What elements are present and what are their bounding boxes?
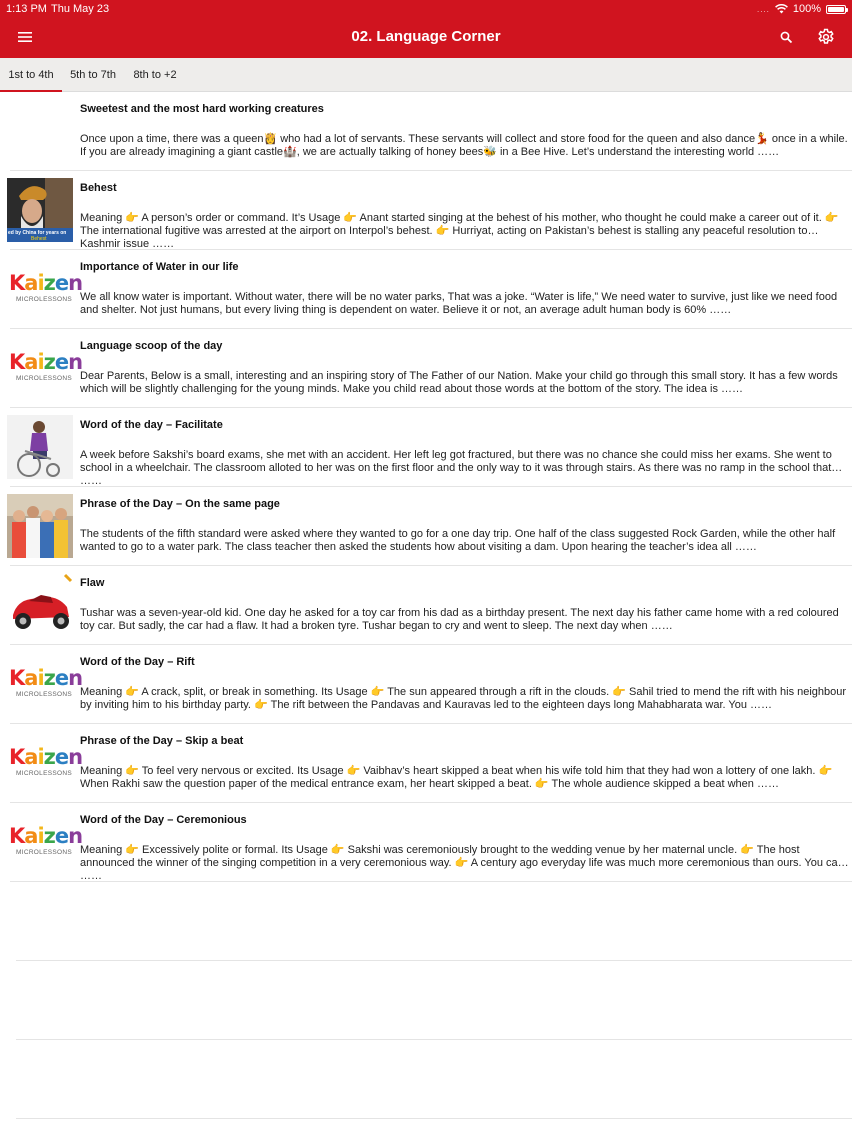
- thumbnail-caption-sub: Behest: [31, 236, 47, 242]
- article-thumbnail: [7, 415, 73, 479]
- logo-letter: n: [68, 350, 83, 374]
- logo-letter: a: [24, 824, 38, 848]
- logo-subtitle: MICROLESSONS: [16, 849, 72, 856]
- logo-letter: z: [43, 824, 55, 848]
- kaizen-logo-thumbnail: [7, 336, 83, 400]
- logo-letter: i: [37, 824, 44, 848]
- status-bar: [0, 0, 852, 18]
- cellular-dots-icon: ....: [756, 4, 770, 14]
- list-item[interactable]: [10, 645, 852, 724]
- kaizen-logo-thumbnail: [7, 652, 83, 716]
- logo-letter: e: [54, 824, 69, 848]
- logo-letter: i: [37, 271, 44, 295]
- logo-letter: a: [24, 350, 38, 374]
- article-excerpt: Meaning 👉 A crack, split, or break in something. Its Usage 👉 The sun appeared through a rift in the clouds. 👉 Sahil tried to mend the rift with his neighbour by inviting him to his birthday party. 👉 The rift between the Pandavas and Kauravas led to the eighteen days long Mahabharata war. You ……: [80, 686, 847, 711]
- logo-letter: n: [68, 824, 83, 848]
- logo-letter: n: [68, 745, 83, 769]
- empty-row: [16, 882, 852, 961]
- logo-subtitle: MICROLESSONS: [16, 691, 72, 698]
- article-title: Phrase of the Day – On the same page: [80, 498, 280, 510]
- article-title: Word of the day – Facilitate: [80, 419, 223, 431]
- article-excerpt: Meaning 👉 Excessively polite or formal. Its Usage 👉 Sakshi was ceremoniously brought to the wedding venue by her maternal uncle. 👉 The host announced the winner of the singing competition in a very ceremonious way. 👉 A century ago everyday life was much more ceremonious than ours. You can ……: [80, 844, 844, 882]
- article-excerpt: A week before Sakshi’s board exams, she met with an accident. Her left leg got fractured, but there was no chance she could miss her exams. She went to school in a wheelchair. The classroom alloted to her was on the first floor and the only way to it was through stairs. As there was no ramp in the school that ……: [80, 449, 832, 487]
- logo-subtitle: MICROLESSONS: [16, 375, 72, 382]
- list-item[interactable]: [10, 487, 852, 566]
- logo-letter: i: [37, 350, 44, 374]
- logo-letter: z: [43, 745, 55, 769]
- article-excerpt: Once upon a time, there was a queen👸 who had a lot of servants. These servants will collect and store food for the queen and also dance💃 once in a while. If you are already imagining a giant castle🏰, we are actually talking of honey bees🐝 in a Bee Hive. Let’s understand the interesting world ……: [80, 133, 848, 158]
- empty-row: [16, 1040, 852, 1119]
- empty-row: [16, 961, 852, 1040]
- article-title: Flaw: [80, 577, 105, 589]
- status-time: 1:13 PM: [6, 3, 47, 15]
- battery-percent: 100%: [792, 3, 821, 15]
- logo-letter: i: [37, 745, 44, 769]
- article-title: Word of the Day – Ceremonious: [80, 814, 247, 826]
- search-icon[interactable]: [774, 25, 798, 49]
- article-title: Language scoop of the day: [80, 340, 223, 352]
- logo-letter: K: [9, 745, 25, 769]
- list-item[interactable]: [10, 566, 852, 645]
- article-title: Importance of Water in our life: [80, 261, 239, 273]
- article-title: Sweetest and the most hard working creatures: [80, 103, 324, 115]
- logo-letter: n: [68, 666, 83, 690]
- grade-tabs: [0, 58, 852, 92]
- logo-letter: e: [54, 745, 69, 769]
- article-thumbnail: [7, 494, 73, 558]
- logo-letter: K: [9, 824, 25, 848]
- logo-letter: e: [54, 350, 69, 374]
- logo-letter: z: [43, 271, 55, 295]
- article-excerpt: Tushar was a seven-year-old kid. One day he asked for a toy car from his dad as a birthday present. The next day his father came home with a red coloured toy car. But sadly, the car had a flaw. It had a broken tyre. Tushar began to cry and went to sleep. The next day when ……: [80, 607, 839, 632]
- status-date: Thu May 23: [51, 3, 110, 15]
- article-excerpt: The students of the fifth standard were asked where they wanted to go for a one day trip. One half of the class suggested Rock Garden, while the other half wanted to go to a water park. The class teacher then asked the students how about visiting a dam. Upon hearing the teacher’s idea all ……: [80, 528, 836, 553]
- logo-subtitle: MICROLESSONS: [16, 770, 72, 777]
- article-title: Word of the Day – Rift: [80, 656, 195, 668]
- logo-letter: K: [9, 350, 25, 374]
- page-title: 02. Language Corner: [351, 28, 501, 45]
- list-item[interactable]: [10, 724, 852, 803]
- logo-letter: e: [54, 666, 69, 690]
- list-item[interactable]: [10, 250, 852, 329]
- gear-icon[interactable]: [814, 25, 838, 49]
- logo-subtitle: MICROLESSONS: [16, 296, 72, 303]
- article-excerpt: Dear Parents, Below is a small, interesting and an inspiring story of The Father of our Nation. Make your child go through this small story. It has a few words which will be slightly challenging for the young minds. Make you child read about those words at the bottom of the story. The idea is ……: [80, 370, 838, 395]
- logo-letter: z: [43, 666, 55, 690]
- logo-letter: e: [54, 271, 69, 295]
- kaizen-logo-thumbnail: [7, 257, 83, 321]
- article-excerpt: Meaning 👉 A person’s order or command. It’s Usage 👉 Anant started singing at the behest of his mother, who thought he could make a career out of it. 👉 The international fugitive was arrested at the airport on Interpol’s behest. 👉 Hurriyat, acting on Pakistan’s behest is stalling any peaceful resolution to Kashmir issue ……: [80, 212, 839, 250]
- article-excerpt: We all know water is important. Without water, there will be no water parks, That was a joke. “Water is life,” We need water to survive, just like we need food and shelter. Not just humans, but every living thing is dependent on water. Believe it or not, an average adult human body is 60% ……: [80, 291, 838, 316]
- article-thumbnail: [7, 178, 73, 242]
- kaizen-logo-thumbnail: [7, 810, 83, 874]
- list-item[interactable]: [10, 171, 852, 250]
- article-excerpt: Meaning 👉 To feel very nervous or excited. Its Usage 👉 Vaibhav’s heart skipped a beat when his wife told him that they had won a lottery of one lakh. 👉 When Rakhi saw the question paper of the medical entrance exam, her heart skipped a beat. 👉 The whole audience skipped a beat when ……: [80, 765, 833, 790]
- logo-letter: i: [37, 666, 44, 690]
- article-list: [0, 92, 852, 1119]
- battery-icon: [826, 5, 846, 14]
- tab-8th-to-plus-2[interactable]: 8th to +2: [133, 69, 177, 81]
- tab-1st-to-4th[interactable]: 1st to 4th: [0, 58, 62, 92]
- list-item[interactable]: [10, 92, 852, 171]
- list-item[interactable]: [10, 408, 852, 487]
- article-thumbnail: [7, 573, 73, 637]
- logo-letter: a: [24, 271, 38, 295]
- list-item[interactable]: [10, 329, 852, 408]
- wifi-icon: [775, 4, 788, 14]
- logo-letter: a: [24, 666, 38, 690]
- kaizen-logo-thumbnail: [7, 731, 83, 795]
- article-title: Behest: [80, 182, 117, 194]
- app-header: [0, 0, 852, 58]
- logo-letter: z: [43, 350, 55, 374]
- tab-5th-to-7th[interactable]: 5th to 7th: [70, 69, 116, 81]
- list-item[interactable]: [10, 803, 852, 882]
- logo-letter: n: [68, 271, 83, 295]
- battery-fill: [828, 7, 844, 12]
- status-right: [757, 3, 846, 15]
- thumbnail-caption: ed by China for years on: [8, 230, 67, 236]
- article-title: Phrase of the Day – Skip a beat: [80, 735, 244, 747]
- logo-letter: a: [24, 745, 38, 769]
- logo-letter: K: [9, 666, 25, 690]
- logo-letter: K: [9, 271, 25, 295]
